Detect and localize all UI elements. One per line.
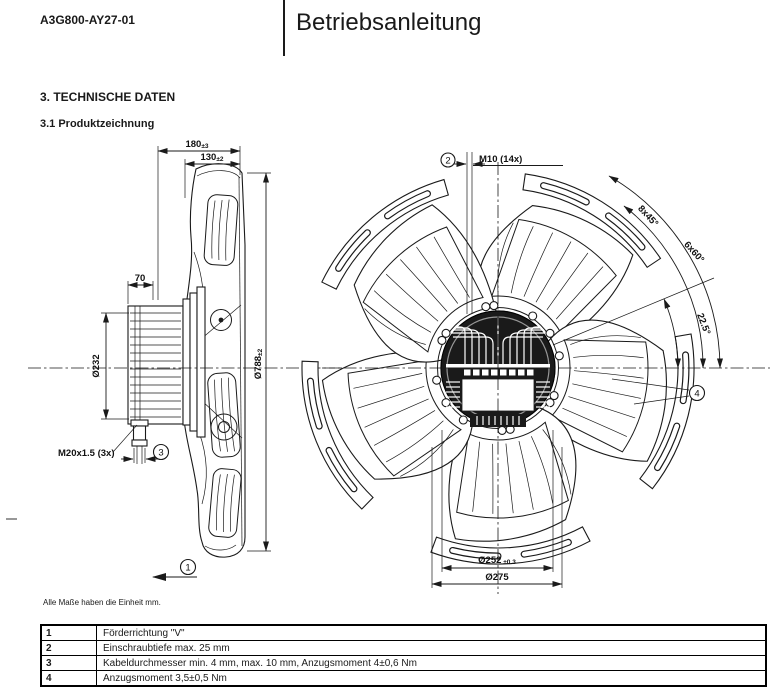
row-number: 1 [41, 625, 97, 641]
svg-text:Ø232: Ø232 [91, 354, 102, 378]
dimension-fan-diameter [247, 173, 271, 551]
row-desc: Kabeldurchmesser min. 4 mm, max. 10 mm, Anzugsmoment 4±0,6 Nm [97, 656, 767, 671]
svg-text:1: 1 [185, 562, 191, 574]
document-id: A3G800-AY27-01 [40, 13, 135, 27]
callout-1-airflow [153, 560, 197, 578]
row-desc: Einschraubtiefe max. 25 mm [97, 641, 767, 656]
svg-text:Ø252 ±0.3: Ø252 ±0.3 [478, 555, 516, 566]
callout-3 [154, 445, 169, 460]
svg-text:22.5°: 22.5° [694, 311, 713, 337]
row-desc: Förderrichtung "V" [97, 625, 767, 641]
table-row [41, 656, 766, 671]
side-view-drawing [128, 164, 245, 557]
svg-text:M10 (14x): M10 (14x) [479, 154, 523, 165]
svg-text:3: 3 [158, 447, 164, 459]
svg-text:130±2: 130±2 [200, 152, 224, 163]
dimension-motor-protrusion [128, 273, 153, 304]
svg-text:6x60°: 6x60° [681, 239, 707, 266]
page-title: Betriebsanleitung [296, 9, 482, 36]
svg-text:Ø275: Ø275 [485, 572, 509, 583]
svg-text:2: 2 [445, 155, 451, 167]
row-number: 2 [41, 641, 97, 656]
units-note: Alle Maße haben die Einheit mm. [43, 598, 161, 607]
row-number: 3 [41, 656, 97, 671]
svg-text:180±3: 180±3 [185, 139, 209, 150]
row-number: 4 [41, 671, 97, 687]
motor-body [128, 287, 205, 437]
svg-text:8x45°: 8x45° [635, 203, 661, 230]
table-row [41, 641, 766, 656]
row-desc: Anzugsmoment 3,5±0,5 Nm [97, 671, 767, 687]
svg-text:4: 4 [694, 388, 700, 400]
table-row [41, 625, 766, 641]
svg-text:M20x1.5 (3x): M20x1.5 (3x) [58, 448, 115, 459]
svg-text:70: 70 [134, 273, 146, 284]
svg-text:Ø788±2: Ø788±2 [253, 348, 264, 380]
dimension-motor-diameter [91, 313, 129, 419]
table-row [41, 671, 766, 687]
impeller [252, 153, 732, 620]
cable-gland [131, 420, 148, 464]
callout-2-stud [441, 153, 563, 167]
section-heading: 3. TECHNISCHE DATEN [40, 90, 176, 104]
legend-table [40, 624, 767, 687]
subsection-heading: 3.1 Produktzeichnung [40, 118, 155, 130]
